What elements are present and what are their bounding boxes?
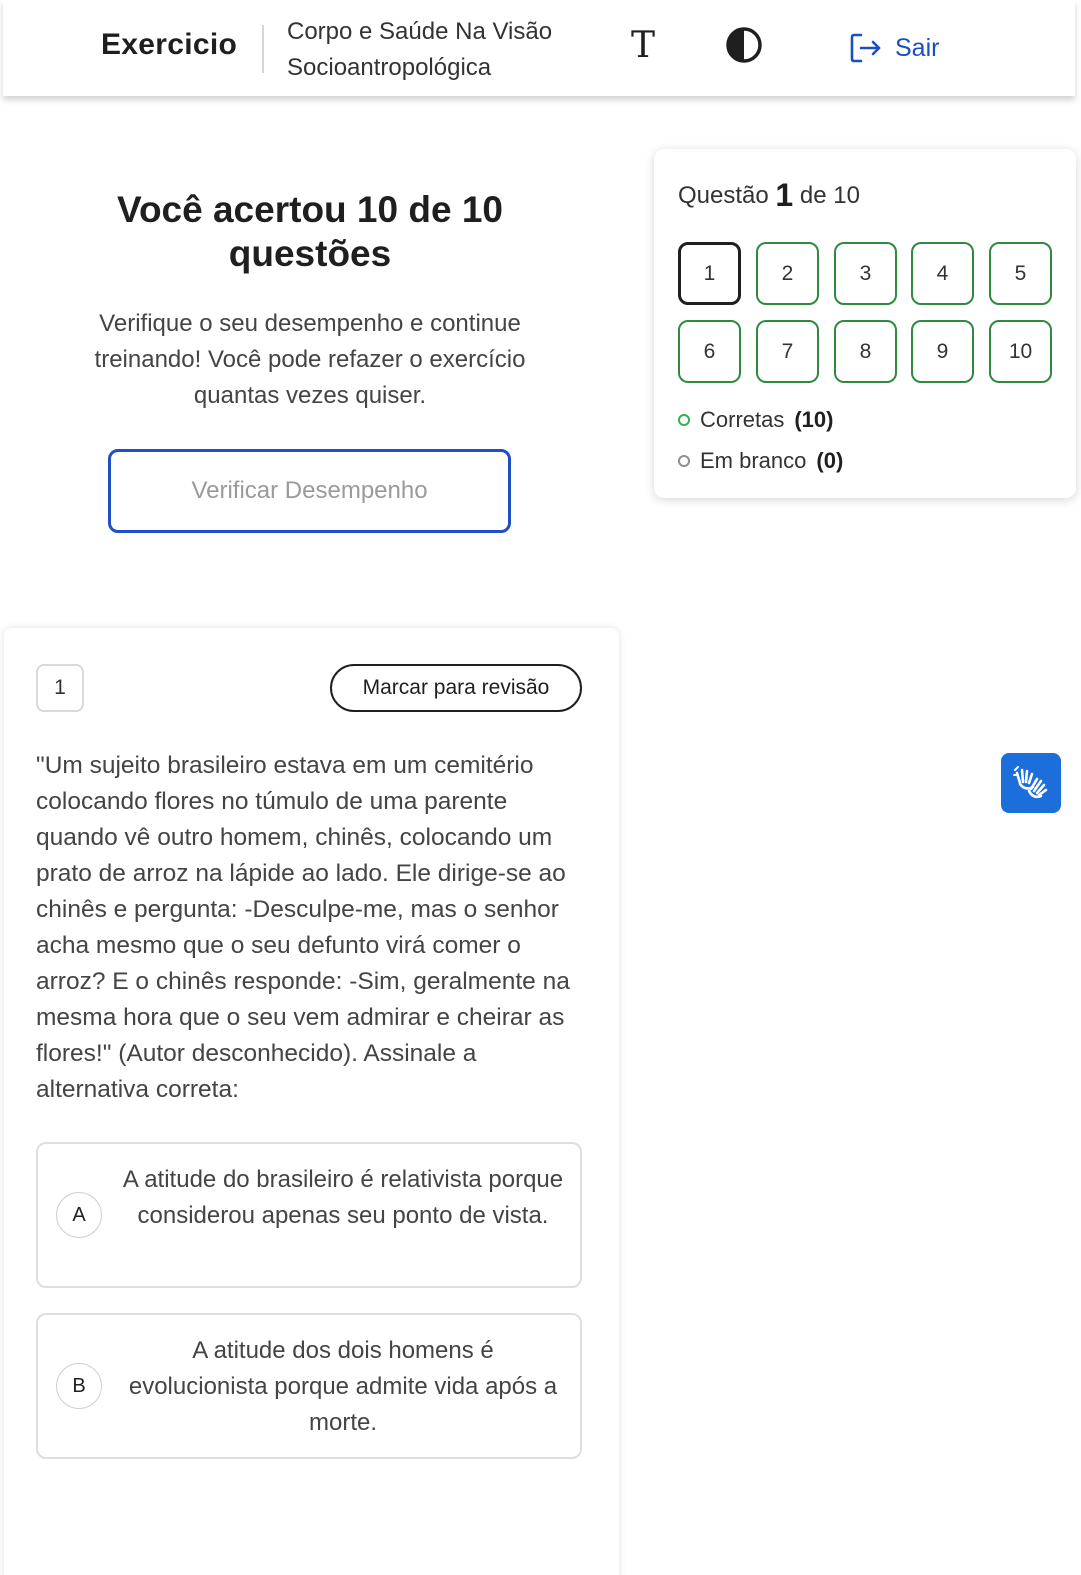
option-b[interactable] [36,1313,582,1459]
question-button-2[interactable]: 2 [756,242,819,305]
question-number-badge: 1 [36,664,84,712]
header-divider [262,25,264,73]
brand-title: Exercicio [101,28,238,61]
question-button-4[interactable]: 4 [911,242,974,305]
question-card [4,628,619,1575]
contrast-icon[interactable] [725,26,763,64]
question-button-3[interactable]: 3 [834,242,897,305]
sign-language-button[interactable] [1001,753,1061,813]
course-title: Corpo e Saúde Na Visão Socioantropológica [287,18,553,81]
legend-correct-label: Corretas [700,407,785,432]
navigator-heading [678,177,860,214]
result-description: Verifique o seu desempenho e continue treinando! Você pode refazer o exercício quantas vezes quiser. [94,310,526,409]
logout-label: Sair [895,33,940,62]
legend-blank-label: Em branco [700,448,807,473]
option-text: A atitude do brasileiro é relativista porque considerou apenas seu ponto de vista. [122,1166,564,1229]
verify-performance-button[interactable]: Verificar Desempenho [108,449,511,533]
question-button-7[interactable]: 7 [756,320,819,383]
question-button-6[interactable]: 6 [678,320,741,383]
option-text: A atitude dos dois homens é evolucionista porque admite vida após a morte. [128,1337,558,1436]
question-button-1[interactable]: 1 [678,242,741,305]
result-title: Você acertou 10 de 10 questões [117,189,503,274]
legend-blank-count: (0) [816,448,844,473]
logout-button[interactable] [849,30,939,66]
question-button-8[interactable]: 8 [834,320,897,383]
question-button-10[interactable]: 10 [989,320,1052,383]
top-header [3,0,1075,96]
option-a[interactable] [36,1142,582,1288]
navigator-label-suffix: de 10 [799,182,860,209]
mark-for-review-button[interactable]: Marcar para revisão [330,664,582,712]
legend-blank [678,448,843,474]
question-navigator [654,149,1076,498]
question-button-9[interactable]: 9 [911,320,974,383]
logout-icon [849,32,883,64]
navigator-current-number: 1 [775,177,794,213]
legend-correct [678,407,833,433]
question-button-5[interactable]: 5 [989,242,1052,305]
correct-dot-icon [678,414,690,426]
option-letter: A [56,1192,102,1238]
question-text: "Um sujeito brasileiro estava em um cemitério colocando flores no túmulo de uma parente quando vê outro homem, chinês, colocando um prato de arroz na lápide ao lado. Ele dirige-se ao chinês e pergunta: -Desculpe-me, mas o senhor acha mesmo que o seu defunto virá comer o arroz? E o chinês responde: -Sim, geralmente na mesma hora que o seu vem admirar e cheirar as flores!" (Autor desconhecido). Assinale a alternativa correta: [36,752,570,1103]
option-letter: B [56,1363,102,1409]
navigator-label-prefix: Questão [678,182,769,209]
blank-dot-icon [678,455,690,467]
font-size-icon[interactable]: T [630,25,655,66]
legend-correct-count: (10) [794,407,834,432]
sign-language-icon [1011,761,1051,806]
